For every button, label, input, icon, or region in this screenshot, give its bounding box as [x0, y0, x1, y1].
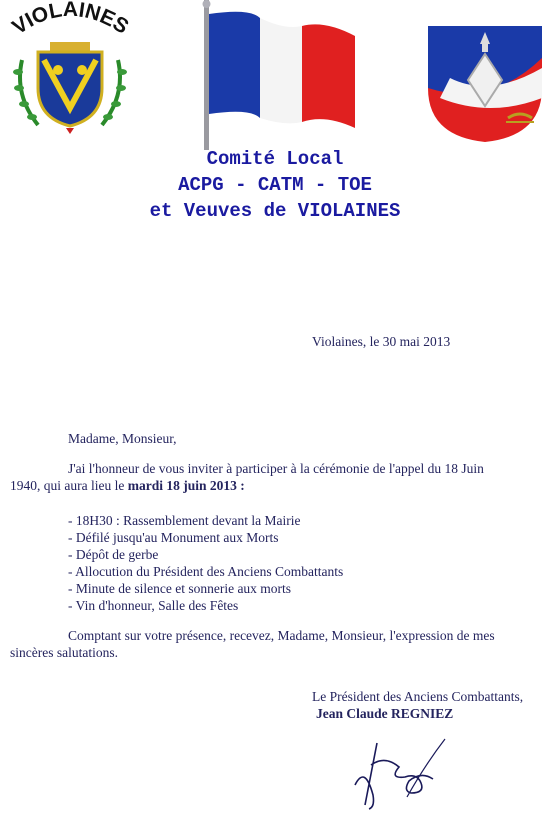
violaines-coat-of-arms-icon: [0, 0, 140, 140]
program-item: - Défilé jusqu'au Monument aux Morts: [68, 530, 279, 545]
invitation-line-1: J'ai l'honneur de vous inviter à participer à la cérémonie de l'appel du 18 Juin: [68, 461, 484, 476]
handwritten-signature: [325, 735, 475, 811]
veterans-insignia-icon: [420, 18, 550, 146]
french-flag: [190, 0, 360, 150]
ceremony-date: mardi 18 juin 2013 :: [127, 478, 245, 493]
signature-icon: [325, 735, 475, 811]
program-list: [68, 512, 343, 614]
veterans-insignia: [420, 18, 550, 146]
french-flag-icon: [190, 0, 360, 150]
signature-title: Le Président des Anciens Combattants,: [312, 689, 524, 704]
invitation-line-2: [10, 478, 245, 493]
salutation: Madame, Monsieur,: [68, 431, 177, 446]
header-line-3: et Veuves de VIOLAINES: [149, 200, 401, 222]
program-item: - Minute de silence et sonnerie aux morts: [68, 581, 292, 596]
closing-paragraph: [10, 627, 532, 661]
closing-line-1: Comptant sur votre présence, recevez, Madame, Monsieur, l'expression de mes: [68, 628, 495, 643]
violaines-logo: [0, 0, 140, 140]
program-item: - 18H30 : Rassemblement devant la Mairie: [68, 513, 301, 528]
logo-text-path: VIOLAINES: [8, 0, 133, 40]
invitation-line-2-prefix: 1940, qui aura lieu le: [10, 478, 128, 493]
logo-lettering: [8, 0, 132, 39]
signer-name: Jean Claude REGNIEZ: [316, 706, 454, 721]
invitation-paragraph: [10, 460, 532, 494]
program-item: - Vin d'honneur, Salle des Fêtes: [68, 598, 239, 613]
letter-date: Violaines, le 30 mai 2013: [312, 334, 451, 349]
program-item: - Allocution du Président des Anciens Combattants: [68, 564, 344, 579]
header-line-1: Comité Local: [206, 148, 344, 170]
program-item: - Dépôt de gerbe: [68, 547, 159, 562]
header-line-2: ACPG - CATM - TOE: [178, 174, 372, 196]
closing-line-2: sincères salutations.: [10, 645, 118, 660]
